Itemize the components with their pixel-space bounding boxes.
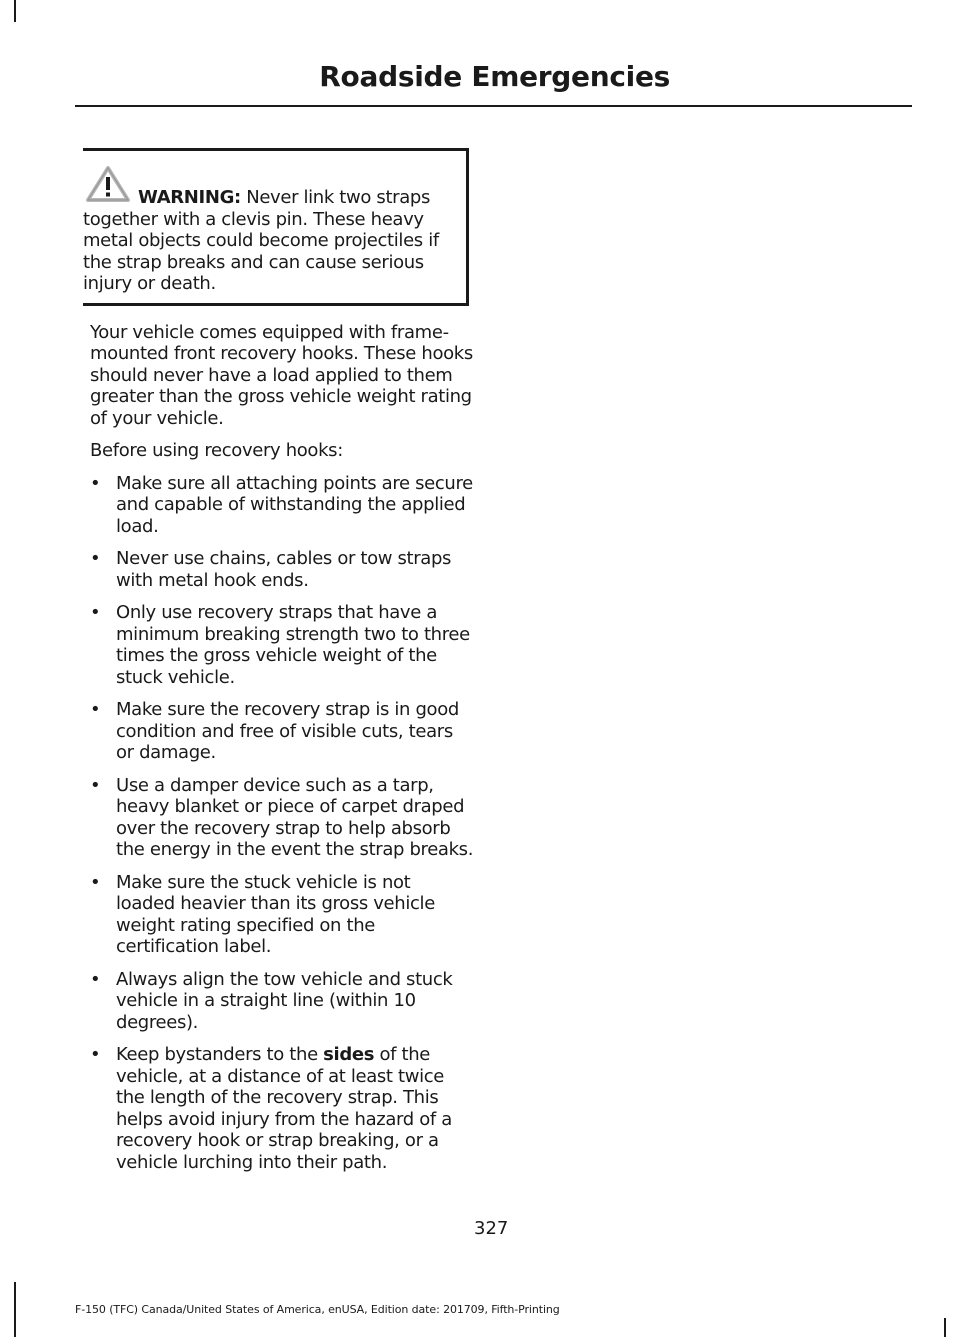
- warning-text: [83, 187, 458, 295]
- list-item-text-bold: sides: [323, 1044, 375, 1065]
- content-column: [83, 148, 474, 1184]
- crop-mark-top-left-v: [14, 0, 16, 22]
- warning-label: WARNING:: [138, 187, 241, 208]
- list-item-text-before: Keep bystanders to the: [116, 1044, 324, 1065]
- list-item: [90, 699, 474, 764]
- before-heading: Before using recovery hooks:: [90, 440, 343, 461]
- bullet: •: [90, 871, 101, 893]
- list-item: [90, 473, 474, 538]
- bullet: •: [90, 548, 101, 569]
- recovery-hook-list: [90, 473, 474, 1174]
- bullet: •: [90, 602, 101, 623]
- footer-edition-info: F-150 (TFC) Canada/United States of America, enUSA, Edition date: 201709, Fifth-Printing: [75, 1303, 560, 1316]
- list-item-text-after: of the vehicle, at a distance of at least twice the length of the recovery strap. This helps avoid injury from the hazard of a recovery hook or strap breaking, or a vehicle lurching into their path.: [116, 1044, 452, 1173]
- list-item-text: Use a damper device such as a tarp, heavy blanket or piece of carpet draped over the recovery strap to help absorb the energy in the event the strap breaks.: [116, 774, 474, 860]
- list-item: [90, 969, 474, 1034]
- bullet: •: [90, 472, 101, 494]
- list-item-text: Always align the tow vehicle and stuck vehicle in a straight line (within 10 degrees).: [116, 968, 453, 1033]
- bullet: •: [90, 774, 101, 796]
- intro-paragraph: Your vehicle comes equipped with frame-mounted front recovery hooks. These hooks should never have a load applied to them greater than the gross vehicle weight rating of your vehicle.: [90, 321, 473, 429]
- page-title: Roadside Emergencies: [319, 60, 670, 93]
- list-item: [90, 1044, 474, 1173]
- warning-box: [83, 148, 469, 306]
- list-item-text: Make sure all attaching points are secure and capable of withstanding the applied load.: [116, 472, 473, 537]
- warning-text-rest: together with a clevis pin. These heavy metal objects could become projectiles if the strap breaks and can cause serious injury or death.: [83, 208, 439, 294]
- crop-mark-bottom-right-v: [944, 1318, 946, 1337]
- list-item-text: Never use chains, cables or tow straps with metal hook ends.: [116, 548, 452, 591]
- list-item-text: Make sure the stuck vehicle is not loaded heavier than its gross vehicle weight rating specified on the certification label.: [116, 871, 435, 957]
- list-item: [90, 602, 474, 688]
- list-item: [90, 872, 474, 958]
- crop-mark-bottom-left-v: [14, 1282, 16, 1337]
- page-number: 327: [474, 1218, 509, 1239]
- bullet: •: [90, 699, 101, 720]
- bullet: •: [90, 968, 101, 990]
- list-item-text: Only use recovery straps that have a minimum breaking strength two to three times the gross vehicle weight of the stuck vehicle.: [116, 602, 470, 688]
- list-item: [90, 775, 474, 861]
- header-rule: [75, 105, 912, 107]
- list-item-text: Make sure the recovery strap is in good condition and free of visible cuts, tears or damage.: [116, 699, 459, 763]
- warning-text-first: Never link two straps: [240, 187, 430, 208]
- warning-triangle-icon: [85, 165, 131, 203]
- list-item: [90, 548, 474, 591]
- bullet: •: [90, 1044, 101, 1065]
